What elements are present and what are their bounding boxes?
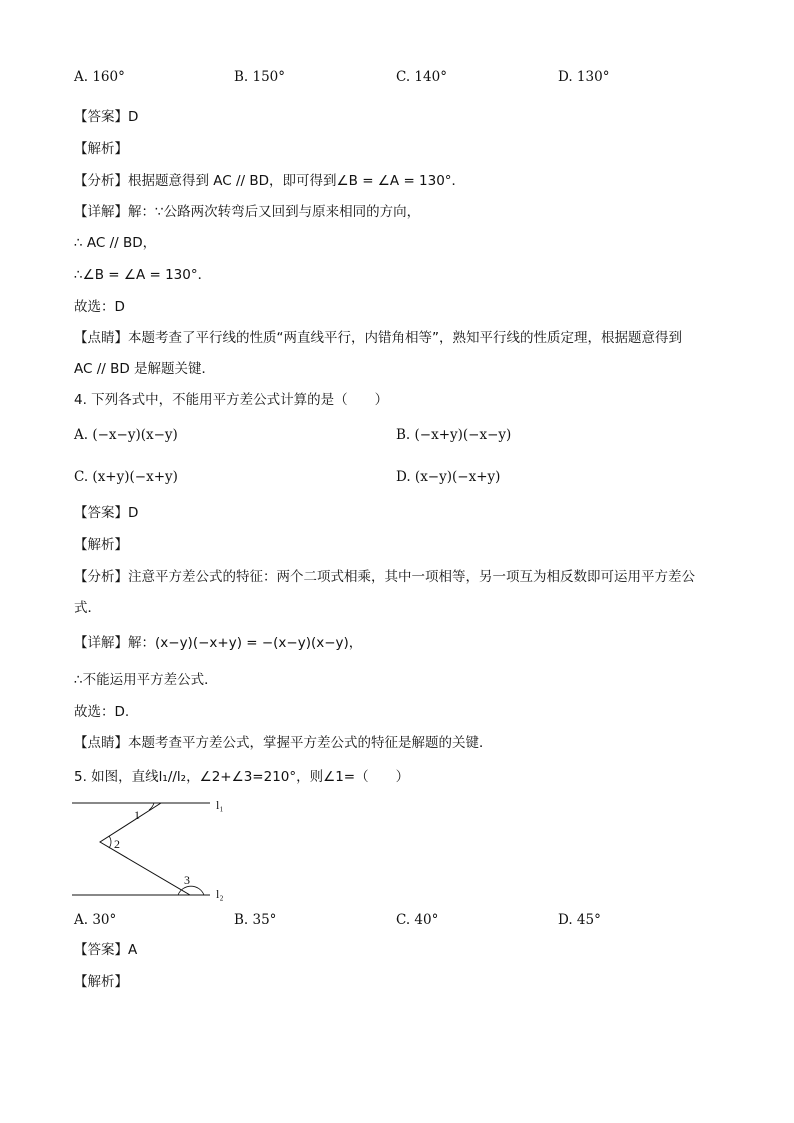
q3-option-b: B. 150° — [234, 69, 286, 85]
q3-choice: 故选：D — [74, 299, 125, 315]
q5-option-a: A. 30° — [74, 912, 117, 928]
q3-option-a: A. 160° — [74, 69, 125, 85]
q3-option-c: C. 140° — [396, 69, 447, 85]
q5-option-b: B. 35° — [234, 912, 277, 928]
q3-comment-line-2: AC // BD 是解题关键． — [74, 361, 216, 377]
q4-option-c: C. (x+y)(−x+y) — [74, 469, 178, 485]
q4-option-b: B. (−x+y)(−x−y) — [396, 427, 512, 443]
q4-option-d: D. (x−y)(−x+y) — [396, 469, 501, 485]
q3-answer: 【答案】D — [74, 109, 139, 125]
label-angle-1: 1 — [134, 808, 140, 822]
q4-option-a: A. (−x−y)(x−y) — [74, 427, 178, 443]
q5-stem: 5. 如图，直线l₁//l₂，∠2+∠3=210°，则∠1=（ ） — [74, 769, 410, 785]
q5-parallel-lines-figure — [64, 796, 234, 904]
q5-option-d: D. 45° — [558, 912, 601, 928]
angle-2-arc — [109, 836, 111, 848]
q3-jiexi-heading: 【解析】 — [74, 141, 128, 157]
q3-comment-line-1: 【点睛】本题考查了平行线的性质“两直线平行，内错角相等”，熟知平行线的性质定理，根据题意得到 — [74, 330, 682, 346]
label-angle-3: 3 — [184, 873, 190, 887]
q3-detail-line-1: 【详解】解：∵公路两次转弯后又回到与原来相同的方向， — [74, 204, 421, 220]
q5-jiexi-heading: 【解析】 — [74, 974, 128, 990]
q4-comment: 【点睛】本题考查平方差公式，掌握平方差公式的特征是解题的关键． — [74, 735, 493, 751]
q4-jiexi-heading: 【解析】 — [74, 537, 128, 553]
q4-choice: 故选：D. — [74, 704, 130, 720]
q3-detail-line-3: ∴∠B = ∠A = 130°． — [74, 267, 212, 283]
label-angle-2: 2 — [114, 837, 120, 851]
q4-detail-line-2: ∴不能运用平方差公式． — [74, 672, 218, 688]
q3-option-d: D. 130° — [558, 69, 610, 85]
q3-analysis: 【分析】根据题意得到 AC // BD，即可得到∠B = ∠A = 130°． — [74, 173, 466, 189]
q4-detail-line-1: 【详解】解：(x−y)(−x+y) = −(x−y)(x−y)， — [74, 635, 363, 651]
label-l1: l₁ — [216, 798, 224, 812]
q4-stem: 4. 下列各式中，不能用平方差公式计算的是（ ） — [74, 392, 389, 408]
q5-option-c: C. 40° — [396, 912, 439, 928]
q4-analysis-line-1: 【分析】注意平方差公式的特征：两个二项式相乘，其中一项相等，另一项互为相反数即可运用平方差公 — [74, 569, 695, 585]
q4-analysis-line-2: 式． — [74, 600, 101, 616]
q3-detail-line-2: ∴ AC // BD， — [74, 235, 157, 251]
q5-answer: 【答案】A — [74, 942, 138, 958]
label-l2: l₂ — [216, 887, 224, 901]
q4-answer: 【答案】D — [74, 505, 139, 521]
